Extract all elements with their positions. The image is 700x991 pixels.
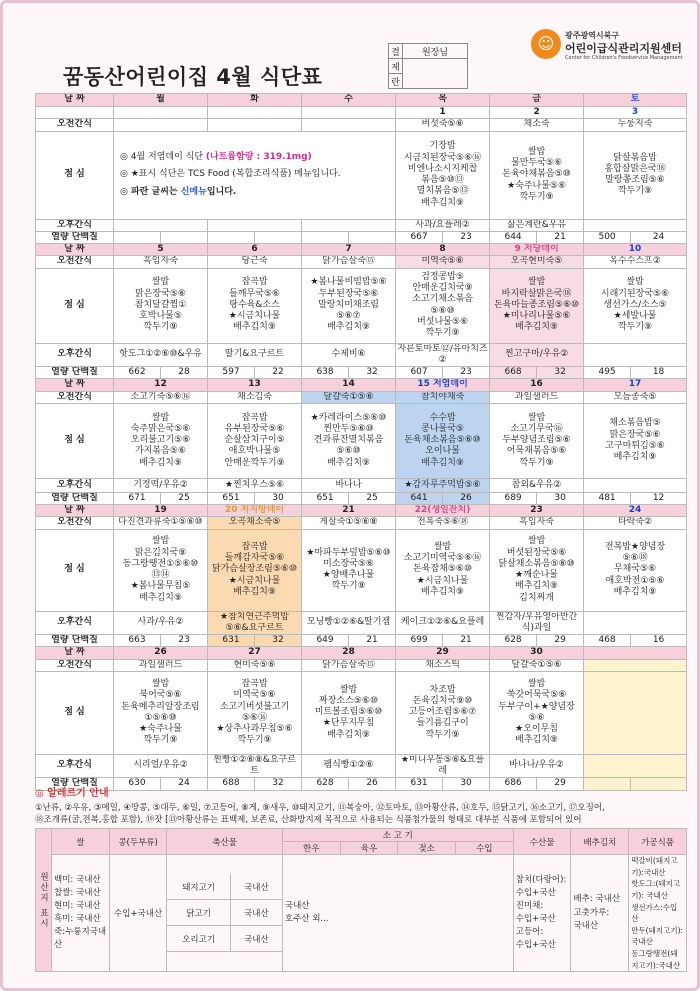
notice-line1: ◎ 4월 저염데이 식단 (나트륨함량 : 319.1mg) bbox=[120, 152, 312, 163]
lunch-menu: ★카레라이스⑤⑥⑩ 찐만두⑤⑥⑩ 견과류잔멸치볶음 ⑤⑥⑩ 배추김치⑨ bbox=[302, 403, 396, 478]
snack-am bbox=[302, 119, 396, 131]
snack-am bbox=[584, 659, 687, 671]
sign-label: 결 bbox=[389, 44, 403, 59]
protein-value: 29 bbox=[537, 778, 584, 790]
snack-am: 흑임자죽 bbox=[490, 517, 584, 529]
protein-value: 25 bbox=[161, 492, 208, 504]
lunch-menu: 전복밥★양념장 ⑤⑥⑱ 무채국⑤⑥ 애호박전①⑤⑥ 배추김치⑨ bbox=[584, 529, 687, 611]
date-cell: 29 bbox=[396, 647, 490, 659]
date-cell: 8 bbox=[396, 244, 490, 256]
lunch-menu: 쌀밥 시래기된장국⑤⑥ 생선가스/소스⑤ ★세발나물 깍두기⑨ bbox=[584, 268, 687, 343]
protein-value: 21 bbox=[537, 231, 584, 243]
lunch-menu: 잡곡밥 들깨무국⑤⑥ 탕수육&소스 ★시금치나물 배추김치⑨ bbox=[208, 268, 302, 343]
snack-am: 미역죽⑤⑥ bbox=[396, 256, 490, 268]
date-label: 날 짜 bbox=[36, 647, 114, 659]
lunch-label: 점 심 bbox=[36, 268, 114, 343]
lunch-menu: 채소볶음밥⑤ 맑은장국⑤⑥ 고구마튀김⑤⑥ 배추김치⑨ bbox=[584, 403, 687, 478]
calorie-value bbox=[302, 231, 349, 243]
logo-line1: 광주광역시북구 bbox=[565, 31, 620, 40]
date-cell: 24 bbox=[584, 505, 687, 517]
date-cell: 23 bbox=[490, 505, 584, 517]
calorie-value: 495 bbox=[584, 367, 631, 379]
lunch-menu: 쌀밥 바지락살맑은국⑱ 돈육마늘종조림⑤⑥⑩ ★미나리나물⑤⑥ 배추김치⑨ bbox=[490, 268, 584, 343]
date-cell: 6 bbox=[208, 244, 302, 256]
snack-pm-label: 오후간식 bbox=[36, 219, 114, 231]
calorie-value: 671 bbox=[114, 492, 161, 504]
snack-am bbox=[114, 119, 208, 131]
date-cell: 22(생일잔치) bbox=[396, 505, 490, 517]
protein-value: 30 bbox=[537, 492, 584, 504]
nutrition-label: 열량 단백질 bbox=[36, 492, 114, 504]
notice-line2: ◎ ★표시 식단은 TCS Food (복합조리식품) 메뉴입니다. bbox=[120, 169, 341, 180]
snack-am-label: 오전간식 bbox=[36, 256, 114, 268]
header-day: 화 bbox=[208, 94, 302, 107]
rice-origin: 백미: 국내산 찹쌀: 국내산 현미: 국내산 흑미: 국내산 죽:누룽지국내산 bbox=[52, 855, 110, 972]
snack-am: 모듬종죽⑤ bbox=[584, 391, 687, 403]
protein-value: 26 bbox=[443, 492, 490, 504]
calorie-value: 688 bbox=[208, 778, 255, 790]
calorie-value: 628 bbox=[302, 778, 349, 790]
date-cell: 28 bbox=[302, 647, 396, 659]
date-cell: 14 bbox=[302, 379, 396, 391]
snack-pm: 사과/요플레② bbox=[396, 219, 490, 231]
date-cell bbox=[208, 107, 302, 119]
snack-pm: ★참치연근주먹밥⑤⑥&요구르트 bbox=[208, 611, 302, 635]
lunch-menu: 쌀밥 소고기무국⑯ 두부양념조림⑤⑥ 어묵채볶음⑤⑥ 깍두기⑨ bbox=[490, 403, 584, 478]
lunch-label: 점 심 bbox=[36, 529, 114, 611]
snack-pm bbox=[584, 219, 687, 231]
approval-box bbox=[388, 43, 468, 89]
calorie-value: 638 bbox=[302, 367, 349, 379]
snack-am: 채소죽 bbox=[490, 119, 584, 131]
sign-label: 제 bbox=[389, 59, 403, 74]
snack-am-label: 오전간식 bbox=[36, 391, 114, 403]
protein-value: 25 bbox=[349, 492, 396, 504]
center-logo bbox=[531, 29, 700, 69]
protein-value: 32 bbox=[255, 635, 302, 647]
snack-pm: 바나나 bbox=[302, 478, 396, 492]
protein-value: 16 bbox=[631, 635, 687, 647]
calorie-value: 630 bbox=[114, 778, 161, 790]
notice-cell bbox=[114, 131, 396, 219]
lunch-menu: ★봄나물비빔밥⑤⑥ 두부된장국⑤⑥ 말랑치미채조림 ⑤⑥⑦ 배추김치⑨ bbox=[302, 268, 396, 343]
snack-am: 게살죽①⑤⑥⑧ bbox=[302, 517, 396, 529]
snack-am: 채소스틱 bbox=[396, 659, 490, 671]
snack-pm: 기정떡/우유② bbox=[114, 478, 208, 492]
snack-pm: 수제비⑥ bbox=[302, 343, 396, 367]
beef-sub-header: 수입 bbox=[456, 842, 514, 855]
lunch-menu: 쌀밥 맑은김치국⑨ 동그랑땡전①⑤⑥⑩ ⑬⑭ ★봄나물무침⑤ 배추김치⑨ bbox=[114, 529, 208, 611]
allergy-heading: ◎ 알레르기 안내 bbox=[35, 788, 109, 799]
date-cell: 27 bbox=[208, 647, 302, 659]
snack-am: 당근죽 bbox=[208, 256, 302, 268]
processed-origin: 떡갈비(돼지고기):국내산 핫도그:(돼지고기): 국내산 생선가스:수입산 만두(돼지고기): 국내산 동그랑땡전(돼지고기):국내산 bbox=[629, 855, 687, 972]
protein-value: 23 bbox=[443, 367, 490, 379]
notice-line3: ◎ 파란 글씨는 신메뉴입니다. bbox=[120, 186, 237, 197]
protein-value bbox=[161, 231, 208, 243]
snack-am: 오곡채소죽⑤ bbox=[208, 517, 302, 529]
calorie-value: 663 bbox=[114, 635, 161, 647]
protein-value bbox=[255, 231, 302, 243]
snack-am: 소고기죽⑤⑥⑯ bbox=[114, 391, 208, 403]
beef-origin: 국내산 호주산 외... bbox=[282, 855, 513, 972]
calorie-value: 651 bbox=[208, 492, 255, 504]
nutrition-label: 열량 단백질 bbox=[36, 231, 114, 243]
date-cell: 7 bbox=[302, 244, 396, 256]
protein-value: 26 bbox=[349, 778, 396, 790]
snack-pm bbox=[584, 343, 687, 367]
calorie-value bbox=[208, 231, 255, 243]
origin-header: 콩(두부류) bbox=[109, 829, 167, 855]
lunch-menu: 닭살볶음밥 홍합살맑은국⑱ 말랑쫑조림⑤⑥ 깍두기⑨ bbox=[584, 131, 687, 219]
calorie-value: 668 bbox=[490, 367, 537, 379]
snack-am: 타락죽② bbox=[584, 517, 687, 529]
snack-am: 참치야채죽 bbox=[396, 391, 490, 403]
date-cell: 21 bbox=[302, 505, 396, 517]
protein-value: 30 bbox=[443, 778, 490, 790]
bean-origin: 수입+국내산 bbox=[109, 855, 167, 972]
calorie-value: 468 bbox=[584, 635, 631, 647]
lunch-menu: 수수밥 콩나물국⑤ 돈육채소볶음⑤⑥⑩ 오이나물 배추김치⑨ bbox=[396, 403, 490, 478]
snack-am: 현미죽⑤⑥ bbox=[208, 659, 302, 671]
origin-header: 쌀 bbox=[52, 829, 110, 855]
nutrition-label: 열량 단백질 bbox=[36, 778, 114, 790]
date-cell bbox=[302, 107, 396, 119]
date-cell: 2 bbox=[490, 107, 584, 119]
lunch-menu: 쌀밥 맑은장국⑤⑥ 참치달걀찜① 호박나물⑤ 깍두기⑨ bbox=[114, 268, 208, 343]
lunch-menu: 잡곡밥 미역국⑤⑥ 소고기버섯불고기 ⑤⑥⑯ ★상추사과무침⑤⑥ 깍두기⑨ bbox=[208, 671, 302, 754]
origin-side-label: 원산지 표시 bbox=[36, 829, 52, 972]
snack-pm: ★찐치우스⑤⑥ bbox=[208, 478, 302, 492]
protein-value: 32 bbox=[255, 778, 302, 790]
calorie-value: 689 bbox=[490, 492, 537, 504]
snack-am: 다진견과류죽①⑤⑥⑩ bbox=[114, 517, 208, 529]
beef-sub-header: 젖소 bbox=[398, 842, 456, 855]
kimchi-origin: 배추: 국내산 고춧가루: 국내산 bbox=[571, 855, 629, 972]
snack-am: 흑임자죽 bbox=[114, 256, 208, 268]
lunch-menu: 쌀밥 버섯된장국⑤⑥ 닭살채소볶음⑤⑥⑩ ★깨순나물 배추김치⑨ 김치찌개 bbox=[490, 529, 584, 611]
protein-value: 21 bbox=[349, 635, 396, 647]
snack-pm: 찐감자/우유영아반간식)과일 bbox=[490, 611, 584, 635]
snack-am bbox=[208, 119, 302, 131]
snack-pm: 참외&우유② bbox=[490, 478, 584, 492]
lunch-menu: ★마파두부덮밥⑤⑥⑩ 미소장국⑤⑥ ★양배추나물 깍두기⑨ bbox=[302, 529, 396, 611]
calorie-value: 607 bbox=[396, 367, 443, 379]
origin-header: 축산물 bbox=[167, 829, 282, 855]
snack-pm bbox=[584, 478, 687, 492]
snack-pm-label: 오후간식 bbox=[36, 343, 114, 367]
snack-pm: 찐빵①②⑥⑧&요구르트 bbox=[208, 754, 302, 778]
date-cell: 3 bbox=[584, 107, 687, 119]
protein-value: 12 bbox=[631, 492, 687, 504]
date-label bbox=[36, 107, 114, 119]
date-cell: 1 bbox=[396, 107, 490, 119]
protein-value: 32 bbox=[349, 367, 396, 379]
calorie-value: 644 bbox=[490, 231, 537, 243]
snack-pm: ★미니우동⑤⑥&요플레 bbox=[396, 754, 490, 778]
protein-value: 24 bbox=[631, 231, 687, 243]
protein-value: 18 bbox=[631, 367, 687, 379]
protein-value: 29 bbox=[537, 635, 584, 647]
snack-pm: 찐고구마/우유② bbox=[490, 343, 584, 367]
origin-header: 소 고 기 bbox=[282, 829, 513, 842]
protein-value: 32 bbox=[537, 367, 584, 379]
allergy-line2: ⑱조개류(굴,전복,홍합 포함), ⑲잣 [⑬아황산류는 표백제, 보존료, 산화방지제 목적으로 사용되는 식품첨가물의 형태로 대부분 식품에 포함되어 있어 bbox=[35, 814, 582, 825]
snack-am: 닭가슴살죽⑮ bbox=[302, 659, 396, 671]
date-cell: 12 bbox=[114, 379, 208, 391]
date-cell: 19 bbox=[114, 505, 208, 517]
lunch-label: 점 심 bbox=[36, 131, 114, 219]
date-label: 날 짜 bbox=[36, 505, 114, 517]
lunch-menu: 쌀밥 숙주맑은국⑤⑥ 오리불고기⑤⑥ 가지볶음⑤⑥ 배추김치⑨ bbox=[114, 403, 208, 478]
calorie-value: 631 bbox=[396, 778, 443, 790]
calorie-value: 651 bbox=[302, 492, 349, 504]
snack-pm bbox=[584, 611, 687, 635]
snack-am-label: 오전간식 bbox=[36, 517, 114, 529]
protein-value bbox=[349, 231, 396, 243]
date-cell: 9 저당데이 bbox=[490, 244, 584, 256]
snack-pm: 사과/우유② bbox=[114, 611, 208, 635]
seafood-origin: 참치(다랑어): 수입+국산 진미채: 수입+국산 고등어: 수입+국산 bbox=[513, 855, 571, 972]
lunch-menu: 잡곡밥 들깨감자국⑤⑥ 닭가슴살장조림⑤⑥⑩ ★시금치나물 배추김치⑨ bbox=[208, 529, 302, 611]
date-cell: 10 bbox=[584, 244, 687, 256]
snack-am: 오곡현미죽⑤ bbox=[490, 256, 584, 268]
snack-pm: 모닝빵①②⑥&딸기잼 bbox=[302, 611, 396, 635]
date-label: 날 짜 bbox=[36, 244, 114, 256]
header-day: 금 bbox=[490, 94, 584, 107]
snack-am: 누룽지죽 bbox=[584, 119, 687, 131]
beef-sub-header: 한우 bbox=[282, 842, 340, 855]
allergy-line1: ①난류, ②우유, ③메밀, ④땅콩, ⑤대두, ⑥밀, ⑦고등어, ⑧게, ⑨새우, ⑩돼지고기, ⑪복숭아, ⑫토마토, ⑬아황산류, ⑭호두, ⑮닭고기, ⑯소고기, ⑰오징어, bbox=[35, 802, 605, 813]
lunch-menu bbox=[584, 671, 687, 754]
header-day: 목 bbox=[396, 94, 490, 107]
snack-pm bbox=[302, 219, 396, 231]
lunch-menu: 기장밥 시금치된장국⑤⑥⑯ 비엔나소시지케찹 볶음⑤⑩⑬ 멸치볶음⑤⑬ 배추김치⑨ bbox=[396, 131, 490, 219]
snack-pm: 팸식빵①②⑥ bbox=[302, 754, 396, 778]
snack-pm-label: 오후간식 bbox=[36, 478, 114, 492]
snack-pm bbox=[114, 219, 208, 231]
origin-header: 수산물 bbox=[513, 829, 571, 855]
sign-label: 란 bbox=[389, 74, 403, 89]
allergy-notice bbox=[35, 787, 687, 826]
lunch-menu: 검정콩밥⑤ 안매운김치국⑨ 소고기채소볶음 ⑤⑥⑩ 버섯나물⑤⑥ 깍두기⑨ bbox=[396, 268, 490, 343]
date-cell: 15 저염데이 bbox=[396, 379, 490, 391]
protein-value: 30 bbox=[255, 492, 302, 504]
snack-pm: 자른토마토⑫/유아치즈② bbox=[397, 343, 488, 365]
snack-am-label: 오전간식 bbox=[36, 659, 114, 671]
protein-value: 22 bbox=[255, 367, 302, 379]
calorie-value: 667 bbox=[396, 231, 443, 243]
protein-value: 28 bbox=[161, 367, 208, 379]
logo-line2: 어린이급식관리지원센터 bbox=[565, 42, 682, 55]
protein-value: 23 bbox=[443, 231, 490, 243]
nutrition-label: 열량 단백질 bbox=[36, 367, 114, 379]
smile-icon: ☺ bbox=[531, 29, 561, 59]
protein-value: 24 bbox=[161, 778, 208, 790]
snack-am: 버섯죽⑤⑥ bbox=[396, 119, 490, 131]
lunch-menu: 잡곡밥 유부된장국⑤⑥ 순살삼치구이⑤ 애호박나물⑤ 안매운깍두기⑨ bbox=[208, 403, 302, 478]
snack-pm: 케이크①②⑥&요플레 bbox=[396, 611, 490, 635]
sign-person: 원장님 bbox=[403, 44, 468, 59]
snack-am: 달걀죽①⑤⑥ bbox=[490, 659, 584, 671]
calorie-value: 597 bbox=[208, 367, 255, 379]
date-cell: 20 저지방데이 bbox=[208, 505, 302, 517]
date-cell bbox=[114, 107, 208, 119]
protein-value: 21 bbox=[443, 635, 490, 647]
snack-pm: ★감자루주먹밥⑤⑥ bbox=[396, 478, 490, 492]
snack-pm bbox=[208, 219, 302, 231]
date-label: 날 짜 bbox=[36, 379, 114, 391]
snack-am: 과일샐러드 bbox=[490, 391, 584, 403]
protein-value: 23 bbox=[161, 635, 208, 647]
header-day: 월 bbox=[114, 94, 208, 107]
calorie-value: 628 bbox=[490, 635, 537, 647]
calorie-value: 699 bbox=[396, 635, 443, 647]
lunch-label: 점 심 bbox=[36, 403, 114, 478]
snack-pm: 핫도그①②⑥⑩&우유 bbox=[114, 343, 208, 367]
calorie-value: 481 bbox=[584, 492, 631, 504]
snack-am: 옥수수스프② bbox=[584, 256, 687, 268]
date-cell: 26 bbox=[114, 647, 208, 659]
date-cell: 16 bbox=[490, 379, 584, 391]
header-day: 수 bbox=[302, 94, 396, 107]
lunch-menu: 쌀밥 북어국⑤⑥ 돈육메추리알장조림 ①⑤⑥⑩ ★숙주나물 깍두기⑨ bbox=[114, 671, 208, 754]
lunch-menu: 쌀밥 물만두국⑤⑥ 돈육야채볶음⑤⑩ ★숙주나물⑤⑥ 깍두기⑨ bbox=[490, 131, 584, 219]
calorie-value bbox=[114, 231, 161, 243]
menu-table bbox=[35, 93, 687, 791]
date-cell bbox=[584, 647, 687, 659]
sign-space bbox=[403, 59, 468, 89]
calorie-value: 641 bbox=[396, 492, 443, 504]
lunch-label: 점 심 bbox=[36, 671, 114, 754]
snack-am: 채소김죽 bbox=[208, 391, 302, 403]
date-cell: 5 bbox=[114, 244, 208, 256]
lunch-menu: 쌀밥 쑥갓어묵국⑤⑥ 두부구이+★양념장 ⑤⑥ ★오이무침 배추김치⑨ bbox=[490, 671, 584, 754]
date-cell: 30 bbox=[490, 647, 584, 659]
calorie-value: 686 bbox=[490, 778, 537, 790]
snack-pm bbox=[584, 754, 687, 778]
calorie-value: 662 bbox=[114, 367, 161, 379]
logo-line3: Center for Children's Foodservice Management bbox=[565, 55, 683, 61]
snack-pm: 시리얼/우유② bbox=[114, 754, 208, 778]
origin-header: 가공식품 bbox=[629, 829, 687, 855]
lunch-menu: 쌀밥 짜장소스⑤⑥⑩ 미트볼조림⑤⑥⑩ ★단무지무침 배추김치⑨ bbox=[302, 671, 396, 754]
snack-pm-label: 오후간식 bbox=[36, 611, 114, 635]
snack-pm: 삶은계란&우유 bbox=[490, 219, 584, 231]
snack-pm-label: 오후간식 bbox=[36, 754, 114, 778]
nutrition-label: 열량 단백질 bbox=[36, 635, 114, 647]
lunch-menu: 쌀밥 소고기미역국⑤⑥⑯ 돈육잡채⑤⑥⑩ ★시금치나물 배추김치⑨ bbox=[396, 529, 490, 611]
header-date: 날 짜 bbox=[36, 94, 114, 107]
date-cell: 17 bbox=[584, 379, 687, 391]
snack-am-label: 오전간식 bbox=[36, 119, 114, 131]
date-cell: 13 bbox=[208, 379, 302, 391]
snack-am: 달걀죽①⑤⑥ bbox=[302, 391, 396, 403]
meat-origin: 돼지고기 국내산 닭고기 국내산 오리고기 국내산 bbox=[167, 855, 282, 972]
snack-pm: 딸기&요구르트 bbox=[208, 343, 302, 367]
snack-am: 전복죽⑤⑥⑱ bbox=[396, 517, 490, 529]
origin-header: 배추김치 bbox=[571, 829, 629, 855]
calorie-value: 500 bbox=[584, 231, 631, 243]
calorie-value: 649 bbox=[302, 635, 349, 647]
snack-am: 과일샐러드 bbox=[114, 659, 208, 671]
origin-table bbox=[35, 828, 687, 972]
snack-am: 닭가슴살죽⑮ bbox=[302, 256, 396, 268]
lunch-menu: 차조밥 돈육김치국⑨⑩ 고등어조림⑤⑥⑦ 들기름김구이 깍두기⑨ bbox=[396, 671, 490, 754]
header-day: 토 bbox=[584, 94, 687, 107]
page-title: 꿈동산어린이집 4월 식단표 bbox=[63, 65, 323, 89]
calorie-value: 631 bbox=[208, 635, 255, 647]
beef-sub-header: 육우 bbox=[340, 842, 398, 855]
snack-pm: 바나나/우유② bbox=[490, 754, 584, 778]
